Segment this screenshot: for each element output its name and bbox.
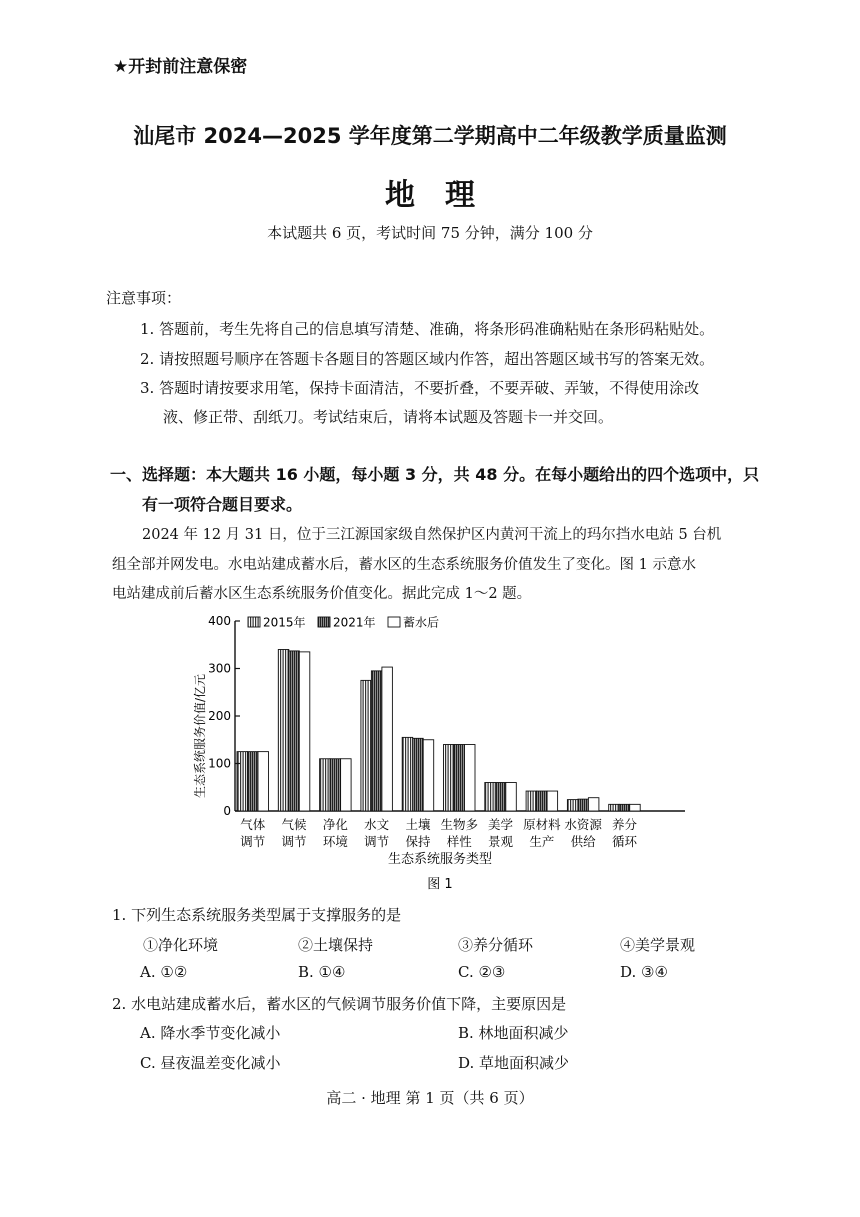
legend-swatch — [388, 617, 400, 627]
note-item: 液、修正带、刮纸刀。考试结束后，请将本试题及答题卡一并交回。 — [163, 408, 614, 426]
intro-line: 组全部并网发电。水电站建成蓄水后，蓄水区的生态系统服务价值发生了变化。图 1 示意水 — [112, 557, 696, 573]
x-tick-label: 土壤 — [405, 817, 431, 832]
section-heading-cont: 有一项符合题目要求。 — [142, 495, 303, 514]
x-tick-label: 养分 — [611, 817, 637, 832]
legend-swatch — [318, 617, 330, 627]
bar — [619, 804, 630, 811]
bar — [485, 783, 496, 812]
bar — [609, 804, 620, 811]
x-tick-label: 环境 — [322, 834, 348, 849]
bar — [423, 740, 434, 811]
bar — [526, 791, 537, 811]
bar — [547, 791, 558, 811]
section-heading: 一、选择题：本大题共 16 小题，每小题 3 分，共 48 分。在每小题给出的四个选项中，只 — [110, 465, 760, 484]
x-axis-label: 生态系统服务类型 — [387, 852, 493, 867]
x-tick-label: 水文 — [364, 817, 390, 832]
x-tick-label: 生物多 — [440, 817, 479, 832]
q2-option-d[interactable]: D. 草地面积减少 — [458, 1054, 570, 1072]
bar — [567, 800, 578, 811]
x-tick-label: 景观 — [488, 834, 514, 849]
confidential-mark: ★开封前注意保密 — [113, 57, 248, 77]
bar — [506, 783, 517, 812]
bar — [402, 737, 413, 811]
bar — [454, 745, 465, 812]
x-tick-label: 样性 — [446, 834, 472, 849]
q1-option-c[interactable]: C. ②③ — [458, 963, 506, 981]
note-item: 2. 请按照题号顺序在答题卡各题目的答题区域内作答，超出答题区域书写的答案无效。 — [140, 350, 715, 368]
intro-line: 2024 年 12 月 31 日，位于三江源国家级自然保护区内黄河干流上的玛尔挡水电站 5 台机 — [142, 527, 722, 543]
legend-label: 蓄水后 — [403, 615, 440, 630]
y-tick-label: 0 — [223, 804, 231, 818]
bar — [258, 752, 269, 811]
figure-caption: 图 1 — [427, 877, 453, 892]
q1-item: ①净化环境 — [143, 936, 219, 954]
question-2-stem: 2. 水电站建成蓄水后，蓄水区的气候调节服务价值下降，主要原因是 — [112, 995, 567, 1013]
exam-info: 本试题共 6 页，考试时间 75 分钟，满分 100 分 — [267, 224, 593, 242]
q1-option-d[interactable]: D. ③④ — [620, 963, 668, 981]
y-tick-label: 200 — [208, 709, 231, 723]
exam-title: 汕尾市 2024—2025 学年度第二学期高中二年级教学质量监测 — [133, 124, 727, 148]
x-tick-label: 气体 — [240, 817, 266, 832]
legend-swatch — [248, 617, 260, 627]
bar — [630, 804, 641, 811]
y-tick-label: 300 — [208, 661, 231, 676]
x-tick-label: 循环 — [611, 834, 637, 849]
q1-option-b[interactable]: B. ①④ — [298, 963, 346, 981]
x-tick-label: 生产 — [529, 834, 555, 849]
bar — [248, 752, 259, 811]
x-tick-label: 调节 — [240, 834, 266, 849]
q2-option-a[interactable]: A. 降水季节变化减小 — [140, 1024, 281, 1042]
bar — [371, 671, 382, 811]
bar — [289, 651, 300, 811]
x-tick-label: 供给 — [570, 834, 596, 849]
bar — [413, 738, 424, 811]
bar — [361, 680, 372, 811]
x-tick-label: 调节 — [281, 834, 307, 849]
bar — [299, 652, 310, 811]
q1-item: ②土壤保持 — [298, 936, 374, 954]
x-tick-label: 气候 — [281, 817, 307, 832]
x-tick-label: 净化 — [322, 817, 348, 832]
q1-item: ④美学景观 — [620, 936, 696, 954]
bar — [537, 791, 548, 811]
y-tick-label: 400 — [208, 614, 231, 628]
x-tick-label: 水资源 — [564, 817, 602, 832]
bar — [330, 759, 341, 811]
question-1-stem: 1. 下列生态系统服务类型属于支撑服务的是 — [112, 906, 402, 924]
x-tick-label: 调节 — [364, 834, 390, 849]
note-item: 1. 答题前，考生先将自己的信息填写清楚、准确，将条形码准确粘贴在条形码粘贴处。 — [140, 320, 715, 338]
bar — [320, 759, 331, 811]
bar — [465, 745, 476, 812]
bar — [444, 745, 455, 812]
q2-option-b[interactable]: B. 林地面积减少 — [458, 1024, 569, 1042]
bar — [278, 650, 289, 812]
legend-label: 2021年 — [333, 615, 376, 630]
x-tick-label: 保持 — [405, 834, 431, 849]
legend-label: 2015年 — [263, 615, 306, 630]
bar — [237, 752, 248, 811]
x-tick-label: 美学 — [488, 817, 514, 832]
bar — [382, 667, 393, 811]
notes-heading: 注意事项： — [106, 289, 182, 307]
intro-line: 电站建成前后蓄水区生态系统服务价值变化。据此完成 1～2 题。 — [112, 586, 532, 602]
q1-option-a[interactable]: A. ①② — [140, 963, 188, 981]
y-axis-label: 生态系统服务价值/亿元 — [193, 673, 207, 799]
y-tick-label: 100 — [208, 756, 231, 771]
bar — [495, 783, 506, 812]
q2-option-c[interactable]: C. 昼夜温差变化减小 — [140, 1054, 281, 1072]
bar — [341, 759, 352, 811]
note-item: 3. 答题时请按要求用笔，保持卡面清洁，不要折叠，不要弄破、弄皱，不得使用涂改 — [140, 379, 700, 397]
bar — [578, 799, 589, 811]
page-footer: 高二 · 地理 第 1 页（共 6 页） — [326, 1089, 534, 1107]
bar — [588, 798, 599, 811]
q1-item: ③养分循环 — [458, 936, 534, 954]
subject-title: 地理 — [385, 178, 505, 213]
ecosystem-value-chart — [180, 608, 700, 893]
x-tick-label: 原材料 — [523, 817, 561, 832]
